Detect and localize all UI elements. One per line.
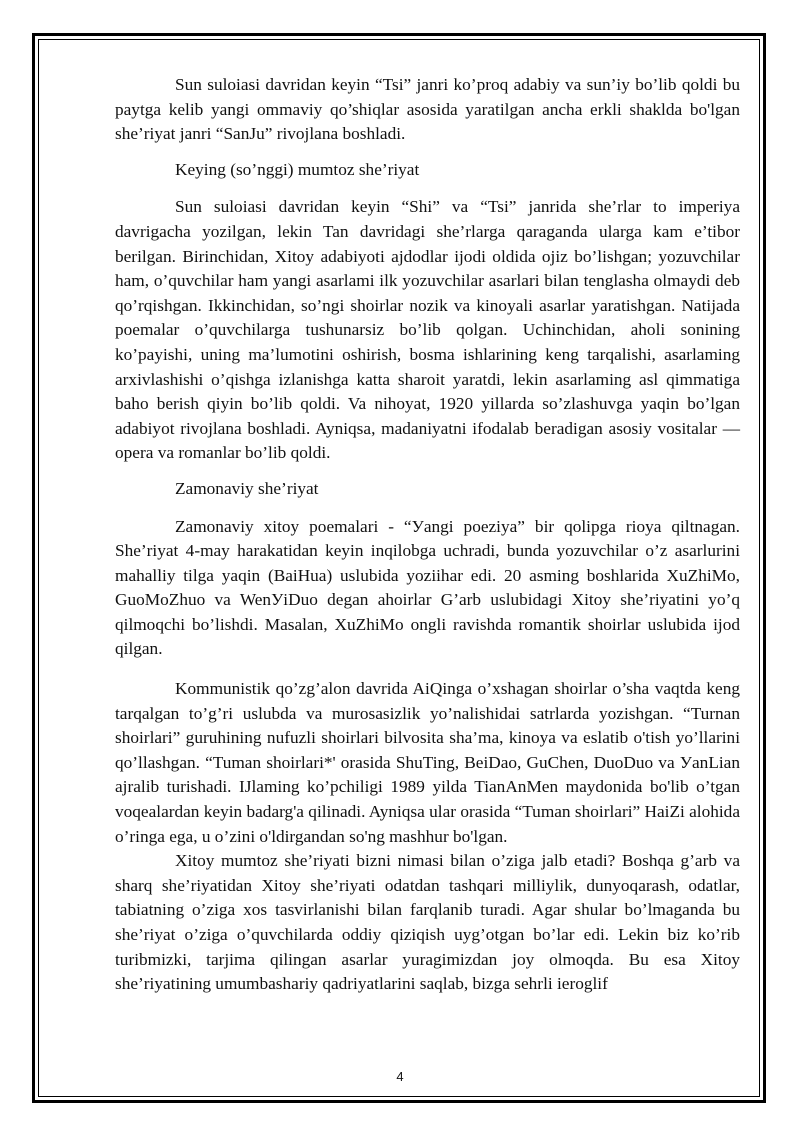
- paragraph-late-classical: Sun suloiasi davridan keyin “Shi” va “Tsi” janrida she’rlar to imperiya davrigacha yozilgan, lekin Tan davridagi she’rlarga qaraganda ularga kam e’tibor berilgan. Birinchidan, Xitoy adabiyoti ajdodlar ijodi oldida ojiz bo’lishgan; yozuvchilar ham, o’quvchilar ham yangi asarlami ilk yozuvchilar asarlari bilan tenglasha olmaydi deb qo’rqishgan. Ikkinchidan, so’ngi shoirlar nozik va kinoyali asarlar yaratishgan. Natijada poemalar o’quvchilarga tushunarsiz bo’lib qolgan. Uchinchidan, aholi sonining ko’payishi, uning ma’lumotini oshirish, bosma ishlarining keng tarqalishi, asarlaming arxivlashishi o’qishga izlanishga katta sharoit yaratdi, lekin asarlaming asl qimmatiga baho berish qiyin bo’lib qoldi. Va nihoyat, 1920 yillarda so’zlashuvga yaqin bo’lgan adabiyot rivojlana boshladi. Ayniqsa, madaniyatni ifodalab beradigan asosiy vositalar — opera va romanlar bo’lib qoldi.: [115, 197, 740, 463]
- section-heading-late-classical: Keying (so’nggi) mumtoz she’riyat: [175, 159, 420, 179]
- paragraph-tsi-genre: Sun suloiasi davridan keyin “Tsi” janri ko’proq adabiy va sun’iy bo’lib qoldi bu paytga kelib yangi ommaviy qo’shiqlar asosida yaratilgan ancha erkli shaklda bo'lgan she’riyat janri “SanJu” rivojlana boshladi.: [115, 75, 740, 144]
- section-heading-modern: Zamonaviy she’riyat: [175, 478, 319, 498]
- page-number: 4: [396, 1069, 404, 1084]
- document-body: [115, 73, 740, 997]
- paragraph-communist-era: Kommunistik qo’zg’alon davrida AiQinga o’xshagan shoirlar o’sha vaqtda keng tarqalgan to’g’ri uslubda va murosasizlik yo’nalishidai satrlarda yozishgan. “Turnan shoirlari” guruhining nufuzli shoirlari bilvosita sha’ma, kinoya va eslatib o'tish yo’llarini qo’llashgan. “Tuman shoirlari*' orasida ShuTing, BeiDao, GuChen, DuoDuo va УanLian ajralib turishadi. IJlaming ko’pchiligi 1989 yilda TianAnMen maydonida bo'lib o’tgan voqealardan keyin badarg'a qilinadi. Ayniqsa ular orasida “Tuman shoirlari” HaiZi alohida o’ringa ega, u o’zini o'ldirgandan so'ng mashhur bo'lgan.: [115, 679, 740, 846]
- paragraph-classical-appeal: Xitoy mumtoz she’riyati bizni nimasi bilan o’ziga jalb etadi? Boshqa g’arb va sharq she’riyatidan Xitoy she’riyati odatdan tashqari milliylik, dunyoqarash, odatlar, tabiatning o’ziga xos tasvirlanishi bilan farqlanib turadi. Agar shular bo’lmaganda bu she’riyat o’ziga o’quvchilarda oddiy qiziqish uyg’otgan bo’lar edi. Lekin biz ko’rib turibmizki, tarjima qilingan asarlar yuragimizdan joy olmoqda. Bu esa Xitoy she’riyatining umumbashariy qadriyatlarini saqlab, bizga sehrli ieroglif: [115, 851, 740, 994]
- paragraph-modern-poetry: Zamonaviy xitoy poemalari - “Уangi poeziya” bir qolipga rioya qiltnagan. She’riyat 4-may harakatidan keyin inqilobga uchradi, bunda yozuvchilar o’z asarlurini mahalliy tilga yaqin (BaiHua) uslubida yoziihar edi. 20 asming boshlarida XuZhiMo, GuoMoZhuo va WenУiDuo degan ahoirlar G’arb uslubidagi Xitoy she’riyatini yo’q qilmoqchi bo’lishdi. Masalan, XuZhiMo ongli ravishda romantik shoirlar uslubida ijod qilgan.: [115, 516, 740, 659]
